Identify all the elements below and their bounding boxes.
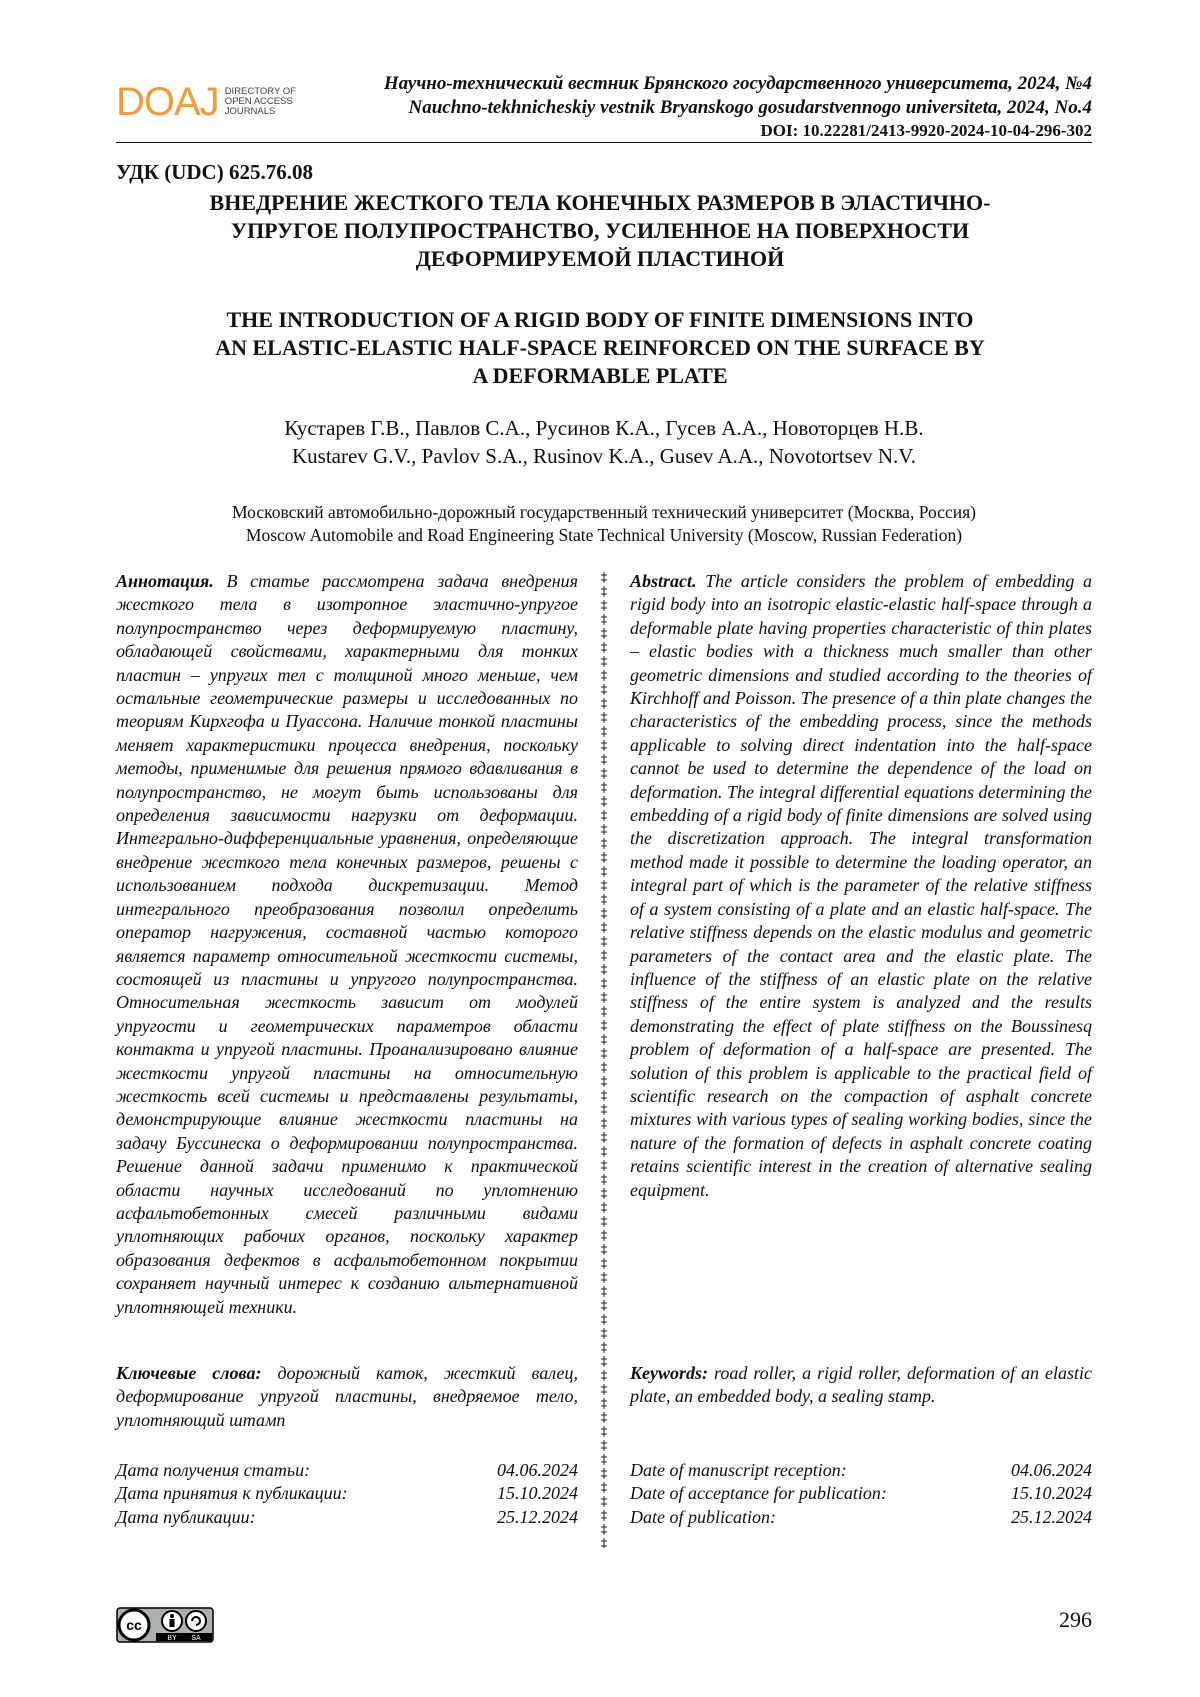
date-row: Date of publication: 25.12.2024 <box>630 1506 1092 1527</box>
doaj-logo[interactable] <box>116 82 296 122</box>
divider-glyph <box>601 586 607 597</box>
page-header <box>116 66 1092 142</box>
affiliation-ru: Московский автомобильно-дорожный государственный технический университет (Москва, Россия) <box>232 502 976 522</box>
divider-glyph <box>601 642 607 653</box>
svg-text:BY: BY <box>167 1635 177 1642</box>
title-ru: ВНЕДРЕНИЕ ЖЕСТКОГО ТЕЛА КОНЕЧНЫХ РАЗМЕРОВ В ЭЛАСТИЧНО- УПРУГОЕ ПОЛУПРОСТРАНСТВО, УСИЛЕННОЕ НА ПОВЕРХНОСТИ ДЕФОРМИРУЕМОЙ ПЛАСТИНОЙ <box>209 190 991 271</box>
keywords-ru <box>116 1362 578 1432</box>
divider-glyph <box>601 1496 607 1507</box>
divider-glyph <box>601 1090 607 1101</box>
date-row: Date of manuscript reception: 04.06.2024 <box>630 1460 1092 1480</box>
divider-glyph <box>601 1426 607 1437</box>
date-row: Дата принятия к публикации: 15.10.2024 <box>116 1483 578 1504</box>
svg-text:SA: SA <box>191 1635 201 1642</box>
divider-glyph <box>601 1314 607 1325</box>
divider-glyph <box>601 950 607 961</box>
divider-glyph <box>601 1244 607 1255</box>
divider-glyph <box>601 1034 607 1045</box>
divider-glyph <box>601 1230 607 1241</box>
affiliation-en: Moscow Automobile and Road Engineering State Technical University (Moscow, Russian Federation) <box>245 525 963 545</box>
divider-glyph <box>601 1356 607 1367</box>
authors <box>116 414 1092 470</box>
divider-glyph <box>601 936 607 947</box>
divider-glyph <box>601 572 607 583</box>
divider-glyph <box>601 1202 607 1213</box>
divider-glyph <box>601 684 607 695</box>
divider-glyph <box>601 1370 607 1381</box>
divider-glyph <box>601 880 607 891</box>
divider-glyph <box>601 1160 607 1171</box>
divider-glyph <box>601 698 607 709</box>
divider-glyph <box>601 1216 607 1227</box>
divider-glyph <box>601 852 607 863</box>
divider-glyph <box>601 628 607 639</box>
divider-glyph <box>601 922 607 933</box>
abstract-ru <box>116 570 578 1319</box>
cc-by-sa-icon[interactable] <box>116 1607 214 1643</box>
divider-glyph <box>601 838 607 849</box>
keywords-en-text: road roller, a rigid roller, deformation of an elastic plate, an embedded body, a sealing stamp. <box>630 1363 1092 1407</box>
divider-glyph <box>601 1006 607 1017</box>
divider-glyph <box>601 1538 607 1548</box>
keywords-en-label: Keywords: <box>630 1363 708 1383</box>
doaj-logo-text: DIRECTORY OF OPEN ACCESS JOURNALS <box>224 86 296 117</box>
divider-glyph <box>601 1300 607 1311</box>
keywords-en <box>630 1362 1092 1409</box>
divider-glyph <box>601 1328 607 1339</box>
page-number: 296 <box>1059 1607 1092 1632</box>
divider-glyph <box>601 1062 607 1073</box>
journal-name-en: Nauchno-tekhnicheskiy vestnik Bryanskogo gosudarstvennogo universiteta, 2024, No.4 <box>408 97 1092 118</box>
divider-glyph <box>601 1440 607 1451</box>
divider-glyph <box>601 656 607 667</box>
divider-glyph <box>601 796 607 807</box>
divider-glyph <box>601 894 607 905</box>
udc-code: УДК (UDC) 625.76.08 <box>116 160 313 184</box>
divider-glyph <box>601 1258 607 1269</box>
date-row: Дата получения статьи: 04.06.2024 <box>116 1460 578 1480</box>
divider-glyph <box>601 964 607 975</box>
divider-glyph <box>601 1342 607 1353</box>
divider-glyph <box>601 1174 607 1185</box>
divider-glyph <box>601 866 607 877</box>
divider-glyph <box>601 768 607 779</box>
title-en: THE INTRODUCTION OF A RIGID BODY OF FINITE DIMENSIONS INTO AN ELASTIC-ELASTIC HALF-SPACE REINFORCED ON THE SURFACE BY A DEFORMABLE PLATE <box>215 307 985 388</box>
abstract-en-label: Abstract. <box>630 571 697 591</box>
divider-glyph <box>601 1048 607 1059</box>
svg-text:cc: cc <box>126 1617 142 1633</box>
divider-glyph <box>601 1132 607 1143</box>
divider-glyph <box>601 1272 607 1283</box>
divider-glyph <box>601 740 607 751</box>
divider-glyph <box>601 1398 607 1409</box>
divider-glyph <box>601 1146 607 1157</box>
divider-glyph <box>601 1524 607 1535</box>
divider-glyph <box>601 712 607 723</box>
divider-glyph <box>601 1286 607 1297</box>
divider-glyph <box>601 1454 607 1465</box>
divider-glyph <box>601 810 607 821</box>
date-row: Дата публикации: 25.12.2024 <box>116 1506 578 1527</box>
column-divider <box>594 568 614 1548</box>
divider-glyph <box>601 992 607 1003</box>
abstract-en-text: The article considers the problem of embedding a rigid body into an isotropic elastic-elastic half-space through a deformable plate having properties characteristic of thin plates – elastic bodies with a thickness much smaller than other geometric dimensions and studied according to the theories of Kirchhoff and Poisson. The presence of a thin plate changes the characteristics of the embedding process, since the methods applicable to solving direct indentation into the half-space cannot be used to determine the dependence of the load on deformation. The integral differential equations determining the embedding of a rigid body of finite dimensions are solved using the discretization approach. The integral transformation method made it possible to determine the loading operator, an integral part of which is the parameter of the relative stiffness of a system consisting of a plate and an elastic half-space. The relative stiffness depends on the elastic modulus and geometric parameters of the contact area and the elastic plate. The influence of the stiffness of an elastic plate on the relative stiffness of the entire system is analyzed and the results demonstrating the effect of plate stiffness on the Boussinesq problem of deformation of a half-space are presented. The solution of this problem is applicable to the practical field of scientific research on the compaction of asphalt concrete mixtures with various types of sealing working bodies, since the nature of the formation of defects in asphalt concrete coating retains scientific interest in the creation of alternative sealing equipment. <box>630 571 1093 1200</box>
divider-glyph <box>601 978 607 989</box>
divider-glyph <box>601 614 607 625</box>
dates-en <box>630 1459 1092 1529</box>
divider-glyph <box>601 1384 607 1395</box>
abstract-en <box>630 570 1092 1202</box>
authors-ru: Кустарев Г.В., Павлов С.А., Русинов К.А., Гусев А.А., Новоторцев Н.В. <box>284 416 924 440</box>
keywords-ru-text: дорожный каток, жесткий валец, деформирование упругой пластины, внедряемое тело, уплотняющий штамп <box>116 1363 578 1430</box>
divider-glyph <box>601 726 607 737</box>
divider-glyph <box>601 670 607 681</box>
journal-info <box>384 72 1092 142</box>
divider-glyph <box>601 1076 607 1087</box>
divider-glyph <box>601 1510 607 1521</box>
divider-glyph <box>601 1412 607 1423</box>
divider-glyph <box>601 1482 607 1493</box>
divider-glyph <box>601 1188 607 1199</box>
divider-glyph <box>601 754 607 765</box>
abstract-ru-text: В статье рассмотрена задача внедрения жесткого тела в изотропное эластично-упругое полупространство через деформируемую пластину, обладающей свойствами, характерными для тонких пластин – упругих тел с толщиной много меньше, чем остальные геометрические размеры и исследованных по теориям Кирхгофа и Пуассона. Наличие тонкой пластины меняет характеристики процесса внедрения, поскольку методы, применимые для решения прямого вдавливания в полупространство, не могут быть использованы для определения зависимости нагрузки от деформации. Интегрально-дифференциальные уравнения, определяющие внедрение жесткого тела конечных размеров, решены с использованием подхода дискретизации. Метод интегрального преобразования позволил определить оператор нагружения, составной частью которого является параметр относительной жесткости системы, состоящей из пластины и упругого полупространства. Относительная жесткость зависит от модулей упругости и геометрических параметров области контакта и упругой пластины. Проанализировано влияние жесткости упругой пластины на относительную жесткость всей системы и представлены результаты, демонстрирующие влияние жесткости пластины на задачу Буссинеска о деформировании полупространства. Решение данной задачи применимо к практической области научных исследований по уплотнению асфальтобетонных смесей различными видами уплотняющих рабочих органов, поскольку характер образования дефектов в асфальтобетонном покрытии сохраняет научный интерес к созданию альтернативной уплотняющей техники. <box>116 571 578 1317</box>
abstract-ru-label: Аннотация. <box>116 571 214 591</box>
keywords-ru-label: Ключевые слова: <box>116 1363 262 1383</box>
divider-glyph <box>601 1020 607 1031</box>
divider-glyph <box>601 1118 607 1129</box>
journal-name-ru: Научно-технический вестник Брянского государственного университета, 2024, №4 <box>383 73 1092 94</box>
header-rule <box>116 142 1092 143</box>
divider-glyph <box>601 1104 607 1115</box>
doi-link[interactable]: DOI: 10.22281/2413-9920-2024-10-04-296-302 <box>760 121 1092 140</box>
doaj-logo-mark: DOAJ <box>116 80 219 124</box>
affiliation <box>116 501 1092 547</box>
dates-ru <box>116 1459 578 1529</box>
divider-glyph <box>601 600 607 611</box>
divider-glyph <box>601 824 607 835</box>
divider-glyph <box>601 1468 607 1479</box>
divider-glyph <box>601 908 607 919</box>
date-row: Date of acceptance for publication: 15.10.2024 <box>630 1483 1092 1504</box>
divider-glyph <box>601 782 607 793</box>
authors-en: Kustarev G.V., Pavlov S.A., Rusinov K.A., Gusev A.A., Novotortsev N.V. <box>292 444 916 468</box>
